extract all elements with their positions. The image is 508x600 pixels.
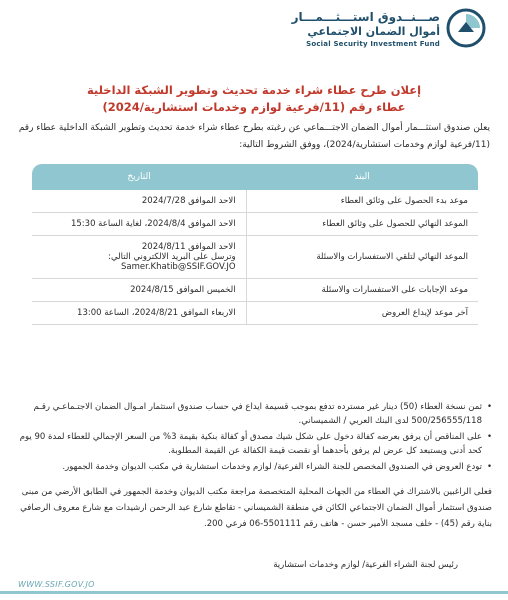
- row-date-cell: [32, 236, 246, 279]
- row-date: الاحد الموافق 2024/8/4، لغاية الساعة 15:30: [32, 213, 246, 236]
- title-line-2: عطاء رقم (11/فرعية لوازم وخدمات استشارية/2024): [102, 100, 406, 114]
- fund-logo: [291, 8, 486, 52]
- closing-paragraph: فعلى الراغبين بالاشتراك في العطاء من الجهات المحلية المتخصصة مراجعة مكتب الديوان وخدمة الجمهور في الطابق الأرضي من مبنى صندوق استثمار أموال الضمان الاجتماعي الكائن في منطقة الشميساني - تقاطع شارع عبد الرحمن ارشيدات مع شارع معروف الرصافي بناية رقم (45) - خلف مسجد الأمير حسن - هاتف رقم 5501111-06 فرعي 200.: [20, 487, 492, 529]
- footer-divider: [0, 591, 508, 594]
- intro-paragraph: يعلن صندوق استثـــمار أموال الضمان الاجتـــماعي عن رغبته بطرح عطاء شراء خدمة تحديث وتطوير الشبكة الداخلية عطاء رقم (11/فرعية لوازم وخدمات استشارية/2024)، ووفق الشروط التالية:: [18, 123, 490, 150]
- row-date: الاحد الموافق 2024/8/11: [141, 242, 236, 252]
- column-header-date: التاريخ: [32, 164, 246, 190]
- table-row: [32, 213, 478, 236]
- committee-signature: رئيس لجنة الشراء الفرعية/ لوازم وخدمات استشارية: [273, 560, 458, 570]
- column-header-item: البند: [246, 164, 478, 190]
- schedule-table: [32, 164, 478, 325]
- website-link[interactable]: WWW.SSIF.GOV.JO: [18, 580, 95, 589]
- row-item: الموعد النهائي لتلقي الاستفسارات والاسئلة: [246, 236, 478, 279]
- row-item: الموعد النهائي للحصول على وثائق العطاء: [246, 213, 478, 236]
- email-link[interactable]: Samer.Khatib@SSIF.GOV.JO: [121, 262, 236, 272]
- table-row: [32, 302, 478, 325]
- conditions-list: [18, 400, 492, 476]
- header: [0, 0, 508, 62]
- announcement-title: [20, 82, 488, 116]
- list-item: • ثمن نسخة العطاء (50) دينار غير مسترده تدفع بموجب قسيمة ايداع في حساب صندوق استثمار امـوال الضمان الاجتـماعـي رقـم 500/256555/118 لدى البنك العربي / الشميساني.: [18, 400, 492, 428]
- row-extra: وترسل على البريد الالكتروني التالي:: [108, 252, 236, 262]
- row-item: آخر موعد لإيداع العروض: [246, 302, 478, 325]
- table-row: [32, 236, 478, 279]
- row-date: الاربعاء الموافق 2024/8/21، الساعة 13:00: [32, 302, 246, 325]
- table-row: [32, 190, 478, 213]
- row-date: الخميس الموافق 2024/8/15: [32, 279, 246, 302]
- logo-line-1: صـــنــدوق استـــثـــمـــار: [291, 10, 440, 24]
- row-date: الاحد الموافق 2024/7/28: [32, 190, 246, 213]
- row-item: موعد الإجابات على الاستفسارات والاسئلة: [246, 279, 478, 302]
- row-item: موعد بدء الحصول على وثائق العطاء: [246, 190, 478, 213]
- list-item: • على المناقص أن يرفق بعرضه كفالة دخول على شكل شيك مصدق أو كفالة بنكية بقيمة 3% من السعر الإجمالي للعطاء لمدة 90 يوم كحد أدنى ويستبعد كل عرض لم يرفق بأحدهما أو نقصت قيمة الكفالة عن القيمة المطلوبة.: [18, 430, 492, 458]
- list-item: • تودع العروض في الصندوق المخصص للجنة الشراء الفرعية/ لوازم وخدمات استشارية في مكتب الديوان وخدمة الجمهور.: [18, 460, 492, 474]
- title-line-1: إعلان طرح عطاء شراء خدمة تحديث وتطوير الشبكة الداخلية: [86, 83, 422, 97]
- table-row: [32, 279, 478, 302]
- logo-line-2: أموال الضمان الاجتماعي: [307, 25, 440, 38]
- logo-english: Social Security Investment Fund: [306, 40, 440, 48]
- fund-logo-icon: [446, 8, 486, 48]
